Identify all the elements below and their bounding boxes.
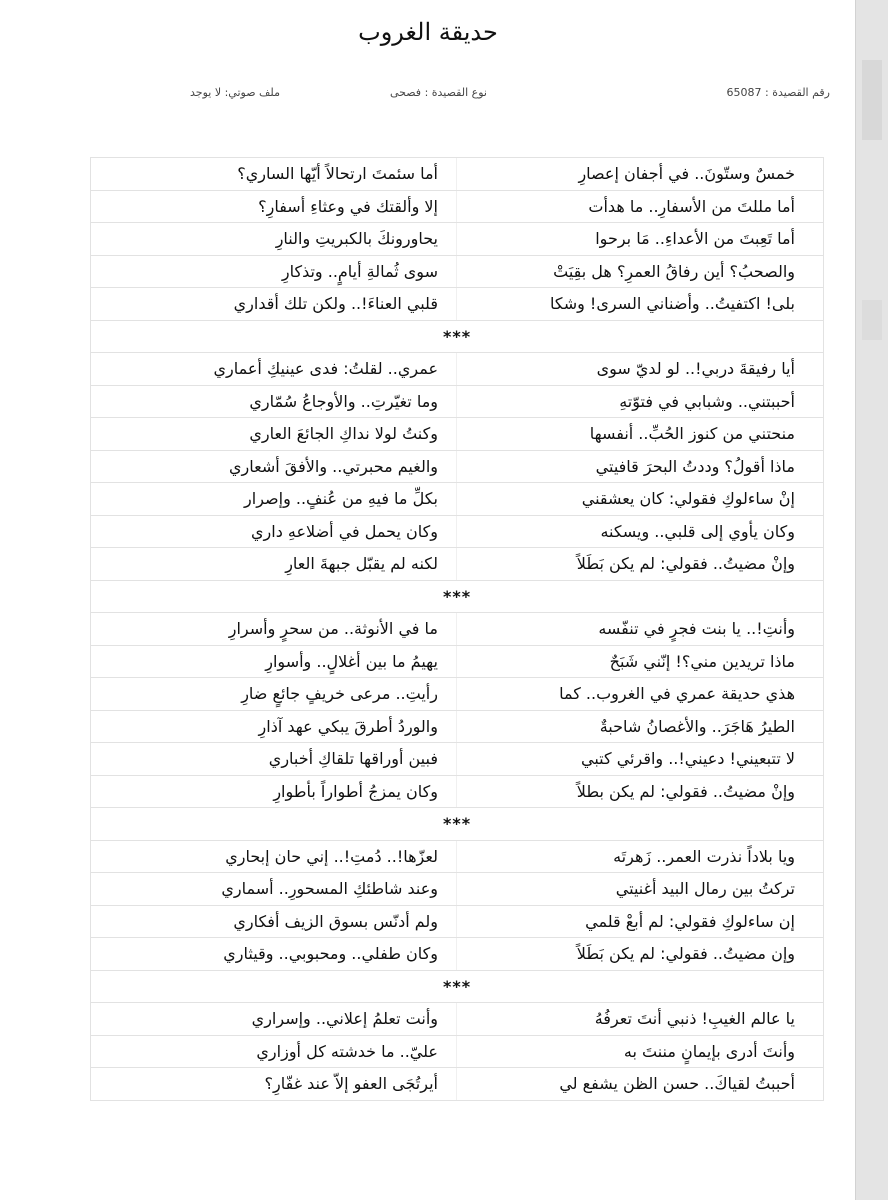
verse-first-hemistich: وأنتِ!.. يا بنت فجرٍ في تنفّسه [598, 619, 795, 639]
side-strip-shade [862, 300, 882, 340]
verse-second-hemistich: قلبي العناءَ!.. ولكن تلك أقداري [91, 288, 457, 320]
verse-row [90, 646, 824, 679]
verse-row [90, 1036, 824, 1069]
verse-second-hemistich: إلا وألقتك في وعثاءِ أسفارِ؟ [91, 191, 457, 223]
verse-row [90, 841, 824, 874]
verse-row [90, 256, 824, 289]
verse-row [90, 157, 824, 191]
verse-second-hemistich: والوردُ أطرقَ يبكي عهد آذارِ [91, 711, 457, 743]
verse-second-hemistich: وكان يمزجُ أطواراً بأطوارِ [91, 776, 457, 808]
verse-second-hemistich: فبين أوراقها تلقاكِ أخباري [91, 743, 457, 775]
verse-first-hemistich: إنْ ساءلوكِ فقولي: كان يعشقني [581, 489, 795, 509]
verse-row [90, 548, 824, 581]
verse-row [90, 1068, 824, 1101]
side-scroll-strip[interactable] [855, 0, 888, 1200]
verse-row [90, 743, 824, 776]
verse-first-hemistich: أحببتني.. وشبابي في فتوّتهِ [619, 391, 795, 411]
poem-title: حديقة الغروب [358, 18, 498, 46]
verse-second-hemistich: يهيمُ ما بين أغلالٍ.. وأسوارِ [91, 646, 457, 678]
verse-second-hemistich: أيرتُجَى العفو إلاّ عند غفّارِ؟ [91, 1068, 457, 1100]
verse-second-hemistich: ما في الأنوثة.. من سحرٍ وأسرارِ [91, 613, 457, 645]
audio-file-info: ملف صوتي: لا يوجد [190, 86, 280, 99]
verse-second-hemistich: وكنتُ لولا نداكِ الجائعَ العاري [91, 418, 457, 450]
verse-row [90, 873, 824, 906]
stanza-separator: *** [90, 581, 824, 614]
verse-first-hemistich: وأنتَ أدرى بإيمانٍ مننتَ به [623, 1041, 795, 1061]
verse-second-hemistich: وما تغيّرتِ.. والأوجاعُ سُمّاري [91, 386, 457, 418]
verse-first-hemistich: وإنْ مضيتُ.. فقولي: لم يكن بَطَلاً [576, 554, 795, 574]
verse-row [90, 223, 824, 256]
verse-second-hemistich: سوى ثُمالةِ أيامٍ.. وتذكارِ [91, 256, 457, 288]
stanza-separator: *** [90, 971, 824, 1004]
poem-verses-table [90, 157, 824, 1101]
verse-second-hemistich: ولم أدنّس بسوق الزيف أفكاري [91, 906, 457, 938]
verse-second-hemistich: يحاورونكَ بالكبريتِ والنارِ [91, 223, 457, 255]
verse-row [90, 613, 824, 646]
verse-first-hemistich: تركتُ بين رمال البيد أغنيتي [615, 879, 795, 899]
verse-first-hemistich: يا عالم الغيبِ! ذنبي أنتَ تعرفُهُ [594, 1009, 795, 1029]
verse-second-hemistich: لعزّها!.. دُمتِ!.. إني حان إبحاري [91, 841, 457, 873]
verse-row [90, 678, 824, 711]
verse-row [90, 191, 824, 224]
verse-row [90, 1003, 824, 1036]
verse-second-hemistich: وعند شاطئكِ المسحورِ.. أسماري [91, 873, 457, 905]
verse-first-hemistich: ماذا أقولُ؟ وددتُ البحرَ قافيتي [595, 456, 795, 476]
verse-row [90, 353, 824, 386]
stanza-separator: *** [90, 321, 824, 354]
verse-first-hemistich: الطيرُ هَاجَرَ.. والأغصانُ شاحبةٌ [599, 716, 795, 736]
verse-first-hemistich: وإن مضيتُ.. فقولي: لم يكن بَطَلاً [576, 944, 795, 964]
verse-second-hemistich: رأيتِ.. مرعى خريفٍ جائعٍ ضارِ [91, 678, 457, 710]
poem-number: رقم القصيدة : 65087 [726, 86, 830, 99]
verse-first-hemistich: لا تتبعيني! دعيني!.. واقرئي كتبي [581, 749, 795, 769]
verse-first-hemistich: خمسٌ وستّونَ.. في أجفان إعصارِ [578, 164, 795, 184]
verse-first-hemistich: بلى! اكتفيتُ.. وأضناني السرى! وشكا [550, 294, 795, 314]
verse-row [90, 776, 824, 809]
verse-second-hemistich: وكان طفلي.. ومحبوبي.. وقيثاري [91, 938, 457, 970]
verse-row [90, 451, 824, 484]
verse-second-hemistich: لكنه لم يقبّل جبهةَ العارِ [91, 548, 457, 580]
verse-first-hemistich: إن ساءلوكِ فقولي: لم أبعْ قلمي [585, 911, 795, 931]
verse-second-hemistich: أما سئمتَ ارتحالاً أيّها الساري؟ [91, 158, 457, 190]
verse-row [90, 711, 824, 744]
verse-second-hemistich: وأنت تعلمُ إعلاني.. وإسراري [91, 1003, 457, 1035]
verse-row [90, 516, 824, 549]
scroll-thumb[interactable] [862, 60, 882, 140]
verse-first-hemistich: أما مللتَ من الأسفارِ.. ما هدأت [588, 196, 795, 216]
verse-second-hemistich: وكان يحمل في أضلاعهِ داري [91, 516, 457, 548]
verse-second-hemistich: عليّ.. ما خدشته كل أوزاري [91, 1036, 457, 1068]
verse-first-hemistich: وكان يأوي إلى قلبي.. ويسكنه [600, 521, 795, 541]
verse-row [90, 288, 824, 321]
verse-first-hemistich: هذي حديقة عمري في الغروب.. كما [559, 684, 795, 704]
poem-type: نوع القصيدة : فصحى [390, 86, 487, 99]
verse-first-hemistich: أما تَعِبتَ من الأعداءِ.. مَا برحوا [595, 229, 795, 249]
verse-second-hemistich: بكلِّ ما فيهِ من عُنفٍ.. وإصرار [91, 483, 457, 515]
verse-row [90, 418, 824, 451]
verse-first-hemistich: والصحبُ؟ أين رفاقُ العمرِ؟ هل بقِيَتْ [553, 261, 795, 281]
verse-row [90, 906, 824, 939]
verse-first-hemistich: ماذا تريدين مني؟! إنّني شَبَحٌ [609, 651, 795, 671]
verse-second-hemistich: عمري.. لقلتُ: فدى عينيكِ أعماري [91, 353, 457, 385]
verse-first-hemistich: أيا رفيقةَ دربي!.. لو لديّ سوى [596, 359, 795, 379]
stanza-separator: *** [90, 808, 824, 841]
verse-first-hemistich: منحتني من كنوز الحُبِّ.. أنفسها [589, 424, 795, 444]
verse-row [90, 938, 824, 971]
verse-row [90, 483, 824, 516]
verse-second-hemistich: والغيم محبرتي.. والأفقَ أشعاري [91, 451, 457, 483]
verse-row [90, 386, 824, 419]
verse-first-hemistich: أحببتُ لقياكَ.. حسن الظن يشفع لي [559, 1074, 795, 1094]
verse-first-hemistich: ويا بلاداً نذرت العمر.. زَهرتَه [613, 846, 795, 866]
verse-first-hemistich: وإنْ مضيتُ.. فقولي: لم يكن بطلاً [576, 781, 795, 801]
